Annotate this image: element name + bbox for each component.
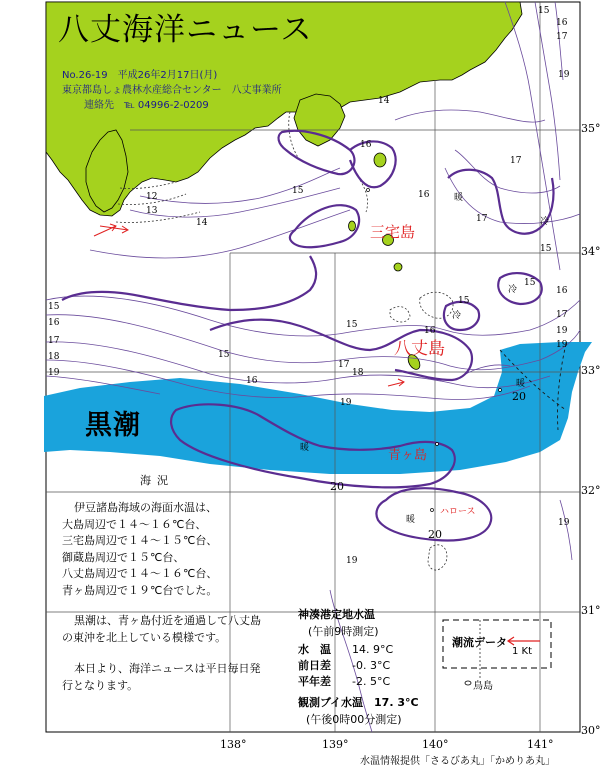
land-boso-peninsula bbox=[294, 94, 345, 146]
buoy-time: (午後0時00分測定) bbox=[306, 713, 402, 726]
legend-unit: 1 Kt bbox=[512, 646, 533, 657]
isotherm-label: 18 bbox=[352, 368, 364, 378]
contact-info: 連絡先 ℡ 04996-2-0209 bbox=[84, 100, 209, 111]
isotherm-label: 17 bbox=[556, 32, 568, 42]
isotherm-label: 16 bbox=[424, 326, 436, 336]
land-niijima bbox=[349, 221, 356, 231]
lat-label: 34° bbox=[581, 245, 601, 258]
lon-label: 138° bbox=[220, 738, 247, 751]
isotherm-label: 17 bbox=[510, 156, 522, 166]
isotherm-label: 17 bbox=[556, 310, 568, 320]
fixed-station-title: 神湊港定地水温 bbox=[298, 608, 375, 621]
notice-text bbox=[62, 661, 260, 694]
isotherm-label: 16 bbox=[48, 318, 60, 328]
current-legend-box bbox=[443, 620, 551, 685]
isotherm-label: 15 bbox=[540, 244, 552, 254]
isotherm-label: 17 bbox=[48, 336, 60, 346]
isotherm-label: 19 bbox=[556, 326, 568, 336]
isotherm-label: 20 bbox=[330, 480, 344, 493]
kuroshio-line: 黒潮は、青ヶ島付近を通過して八丈島 bbox=[74, 614, 261, 627]
isotherm-label: 15 bbox=[292, 186, 304, 196]
isotherm-label: 19 bbox=[340, 398, 352, 408]
torishima-label: 鳥島 bbox=[473, 681, 493, 692]
fixed-station-row bbox=[298, 641, 393, 657]
notice-line: 本日より、海洋ニュースは平日毎日発 bbox=[74, 662, 261, 675]
warm-label: 暖 bbox=[516, 379, 526, 389]
warm-label: 暖 bbox=[300, 443, 310, 453]
summary-line: 御蔵島周辺で１５℃台、 bbox=[62, 550, 185, 564]
summary-line: 三宅島周辺で１４～１５℃台、 bbox=[62, 534, 218, 547]
haro-label: ハロース bbox=[440, 507, 476, 517]
lat-label: 31° bbox=[581, 604, 601, 617]
summary-line: 青ヶ島周辺で１９℃台でした。 bbox=[62, 583, 218, 597]
isotherm-label: 13 bbox=[146, 206, 158, 216]
isotherm-label: 16 bbox=[556, 286, 568, 296]
row-value: -2. 5°C bbox=[352, 675, 391, 688]
buoy-title: 観測ブイ水温 17. 3°C bbox=[298, 696, 419, 709]
current-arrows bbox=[94, 224, 404, 386]
row-value: -0. 3°C bbox=[352, 659, 391, 672]
row-label: 平年差 bbox=[298, 675, 331, 688]
summary-line: 八丈島周辺で１４～１６℃台、 bbox=[62, 567, 218, 580]
isotherm-label: 17 bbox=[476, 214, 488, 224]
cold-label: 冷 bbox=[452, 311, 462, 321]
lat-label: 32° bbox=[581, 484, 601, 497]
summary-line: 伊豆諸島海域の海面水温は、 bbox=[74, 501, 217, 514]
isotherm-label: 15 bbox=[346, 320, 358, 330]
isotherm-label: 15 bbox=[524, 278, 536, 288]
isotherm-label: 19 bbox=[48, 368, 60, 378]
warm-label: 暖 bbox=[454, 193, 464, 203]
summary-line: 大島周辺で１４～１６℃台、 bbox=[62, 517, 207, 531]
land-mikurajima bbox=[394, 263, 402, 271]
isotherm-label: 19 bbox=[558, 518, 570, 528]
isotherm-label: 19 bbox=[558, 70, 570, 80]
row-label: 水 温 bbox=[298, 643, 331, 656]
kuroshio-text bbox=[62, 613, 261, 646]
notice-line: 行となります。 bbox=[62, 678, 139, 692]
data-credit-footer: 水温情報提供「さるびあ丸」「かめりあ丸」 bbox=[360, 756, 555, 767]
legend-title: 潮流データ bbox=[452, 636, 507, 649]
kaikyo-heading: 海況 bbox=[140, 474, 174, 487]
land-torishima bbox=[465, 681, 471, 685]
land-oshima bbox=[374, 153, 386, 167]
isotherm-label: 17 bbox=[338, 360, 350, 370]
isotherm-label: 15 bbox=[218, 350, 230, 360]
isotherm-label: 19 bbox=[346, 556, 358, 566]
hachijojima-label: 八丈島 bbox=[394, 339, 445, 359]
isotherm-label: 16 bbox=[556, 18, 568, 28]
isotherm-label: 20 bbox=[512, 390, 526, 403]
warm-label: 暖 bbox=[406, 515, 416, 525]
isotherm-label: 16 bbox=[360, 140, 372, 150]
lon-label: 141° bbox=[527, 738, 554, 751]
row-label: 前日差 bbox=[298, 659, 331, 672]
cold-label: 冷 bbox=[540, 217, 550, 227]
lat-label: 35° bbox=[581, 122, 601, 135]
issue-info: No.26-19 平成26年2月17日(月) bbox=[62, 70, 218, 81]
kuroshio-line: の東沖を北上している模様です。 bbox=[62, 630, 227, 644]
isotherm-label: 15 bbox=[538, 6, 550, 16]
isotherm-label: 14 bbox=[378, 96, 390, 106]
fixed-station-row bbox=[298, 657, 390, 673]
row-value: 14. 9°C bbox=[352, 643, 394, 656]
kuroshio-label: 黒潮 bbox=[85, 410, 141, 441]
isotherm-label: 18 bbox=[48, 352, 60, 362]
fixed-station-time: (午前9時測定) bbox=[308, 625, 379, 638]
cold-label: 冷 bbox=[508, 285, 518, 295]
isotherm-label: 16 bbox=[246, 376, 258, 386]
isotherm-label: 14 bbox=[196, 218, 208, 228]
isotherm-label: 16 bbox=[418, 190, 430, 200]
lat-label: 33° bbox=[581, 364, 601, 377]
lon-label: 140° bbox=[422, 738, 449, 751]
isotherm-label: 15 bbox=[458, 296, 470, 306]
page-title: 八丈海洋ニュース bbox=[58, 12, 313, 48]
miyakejima-label: 三宅島 bbox=[370, 223, 416, 241]
aogashima-label: 青ヶ島 bbox=[388, 448, 428, 463]
fixed-station-row bbox=[298, 673, 390, 689]
isotherm-label: 12 bbox=[146, 192, 158, 202]
summary-text bbox=[62, 500, 217, 599]
isotherm-label: 15 bbox=[48, 302, 60, 312]
org-info: 東京都島しょ農林水産総合センター 八丈事業所 bbox=[62, 85, 282, 96]
isotherm-label: 19 bbox=[556, 340, 568, 350]
lon-label: 139° bbox=[322, 738, 349, 751]
lat-label: 30° bbox=[581, 724, 601, 737]
isotherm-label: 20 bbox=[428, 528, 442, 541]
